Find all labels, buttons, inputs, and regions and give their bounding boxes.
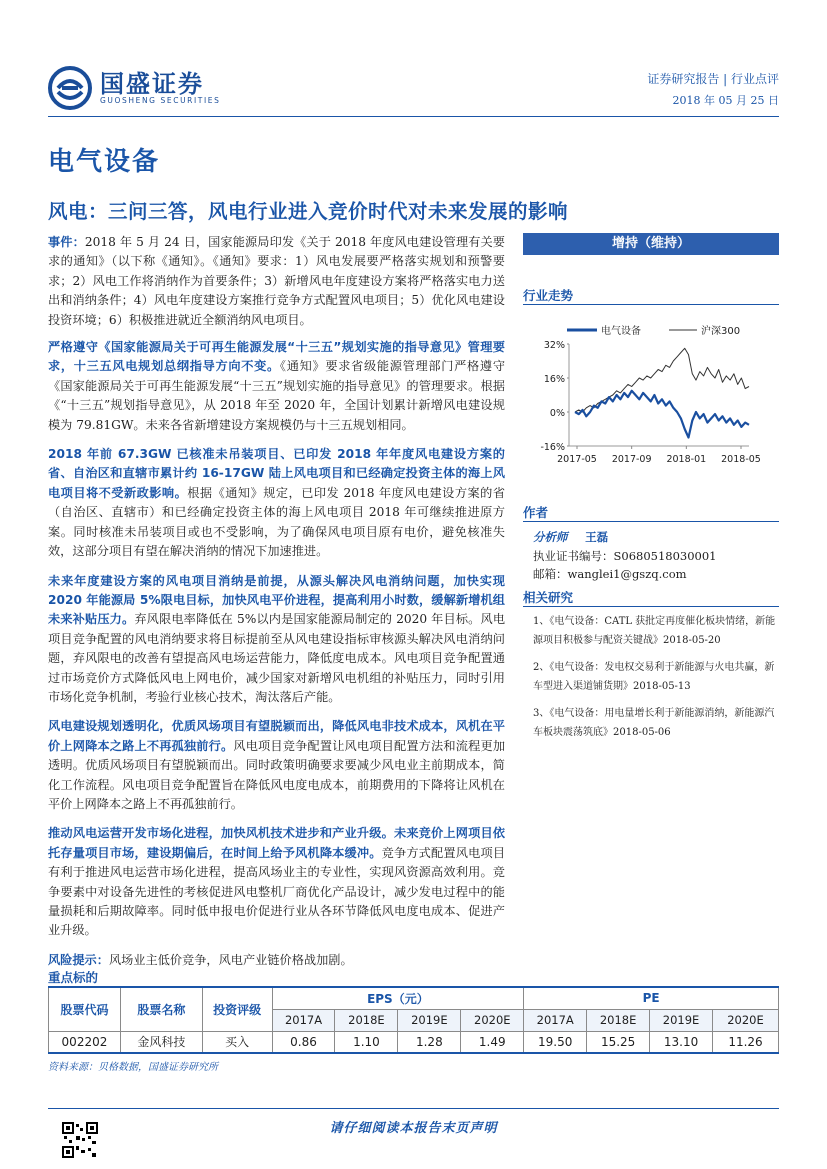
x-tick-label: 2017-09 xyxy=(611,454,652,465)
cell: 15.25 xyxy=(587,1031,650,1053)
paragraph-plan: 严格遵守《国家能源局关于可再生能源发展“十三五”规划实施的指导意见》管理要求，十三五风电规划总纲指导方向不变。《通知》要求省级能源管理部门严格遵守《国家能源局关于可再生能源发展“十三五”规划实施的指导意见》的管理要求。根据《“十三五”规划指导意见》，从 2018 年至 2020 年，全国计划累计新增风电建设规模为 79.81GW。未来各省新增建设方案规模仍与十三五规划相同。 xyxy=(48,340,506,432)
related-title: 相关研究 xyxy=(523,590,574,605)
analyst-line xyxy=(533,529,608,545)
paragraph-market: 推动风电运营开发市场化进程，加快风机技术进步和产业升级。未来竞价上网项目依托存量项目市场，建设期偏后，在时间上给予风机降本缓冲。竞争方式配置风电项目有利于推进风电运营市场化进程，提高风场业主的专业性，实现风资源高效利用。竞争要素中对设备先进性的考核促进风电整机厂商优化产品设计，减少发电过程中的能量损耗和后期故障率。同时低申报电价促进行业从各环节降低风电度电成本、促进产业升级。 xyxy=(48,826,506,938)
paragraph-transparency: 风电建设规划透明化，优质风场项目有望脱颖而出，降低风电非技术成本，风机在平价上网降本之路上不再孤独前行。风电项目竞争配置让风电项目配置方法和流程更加透明。优质风场项目有望脱颖而出。同时政策明确要求要减少风电业主前期成本，简化工作流程。风电项目竞争配置旨在降低风电度电成本，前期费用的下降将让风机在平价上网降本之路上不再孤独前行。 xyxy=(48,719,506,811)
year-header: 2017A xyxy=(524,1009,587,1031)
year-header: 2019E xyxy=(398,1009,461,1031)
table-source: 资料来源：贝格数据，国盛证券研究所 xyxy=(48,1062,218,1073)
paragraph-event: 事件：2018 年 5 月 24 日，国家能源局印发《关于 2018 年度风电建设管理有关要求的通知》（以下称《通知》。《通知》要求：1）风电发展要严格落实规划和预警要求；2）风电工作将消纳作为首要条件；3）新增风电年度建设方案将严格落实电力送出和消纳条件；4）风电年度建设方案推行竞争方式配置风电项目；5）优化风电建设投资环境；6）积极推进就近全额消纳风电项目。 xyxy=(48,235,505,327)
header-code: 股票代码 xyxy=(49,987,121,1031)
header-divider xyxy=(48,116,779,117)
rating-badge: 增持（维持） xyxy=(523,233,779,255)
logo-icon xyxy=(48,66,92,110)
trend-divider xyxy=(523,304,779,305)
cell: 11.26 xyxy=(713,1031,779,1053)
x-tick-label: 2018-01 xyxy=(666,454,707,465)
cell: 13.10 xyxy=(650,1031,713,1053)
paragraph-risk: 风险提示：风场业主低价竞争，风电产业链价格战加剧。 xyxy=(48,952,353,967)
report-type: 证券研究报告 | 行业点评 xyxy=(647,72,779,86)
year-header: 2019E xyxy=(650,1009,713,1031)
cell: 1.28 xyxy=(398,1031,461,1053)
cell: 1.49 xyxy=(461,1031,524,1053)
y-tick-label: -16% xyxy=(540,442,565,453)
y-tick-label: 16% xyxy=(543,374,565,385)
key-stocks-table xyxy=(48,986,779,1054)
table-row xyxy=(49,1031,779,1053)
related-list xyxy=(533,612,779,750)
table-title: 重点标的 xyxy=(48,970,99,985)
footer-divider xyxy=(48,1108,779,1109)
x-tick-label: 2018-05 xyxy=(721,454,761,465)
cell: 002202 xyxy=(49,1031,121,1053)
footer-disclaimer: 请仔细阅读本报告末页声明 xyxy=(329,1121,498,1136)
y-tick-label: 0% xyxy=(549,408,565,419)
analyst-name: 王磊 xyxy=(585,530,609,544)
cell: 19.50 xyxy=(524,1031,587,1053)
analyst-label: 分析师 xyxy=(533,530,568,544)
x-tick-label: 2017-05 xyxy=(557,454,597,465)
cell: 买入 xyxy=(202,1031,272,1053)
main-body xyxy=(48,233,505,980)
report-title: 风电：三问三答，风电行业进入竞价时代对未来发展的影响 xyxy=(48,200,569,223)
related-item[interactable]: 1、《电气设备：CATL 获批定再度催化板块情绪，新能源项目积极参与配资关键战》2018-05-20 xyxy=(533,616,776,646)
chart-legend xyxy=(567,324,740,337)
related-item[interactable]: 3、《电气设备：用电量增长利于新能源消纳，新能源汽车板块震荡筑底》2018-05-06 xyxy=(533,708,775,738)
paragraph-consumption: 未来年度建设方案的风电项目消纳是前提，从源头解决风电消纳问题，加快实现 2020 年能源局 5%限电目标，加快风电平价进程，提高利用小时数，缓解新增机组未来补贴压力。弃风限电率降低在 5%以内是国家能源局制定的 2020 年目标。风电项目竞争配置的风电消纳要求将目标提前至从风电建设指标审核源头解决风电消纳问题，弃风限电的改善有望提高风电场运营能力，降低度电成本。风电项目竞争配置通过市场竞价方式降低风电上网电价，减少国家对新增风电机组的补贴压力，同时引用市场化竞争机制，考验行业核心技术，淘汰落后产能。 xyxy=(48,573,506,704)
header-name: 股票名称 xyxy=(120,987,202,1031)
author-title: 作者 xyxy=(523,505,549,520)
logo-name: 国盛证券 xyxy=(100,70,204,98)
related-divider xyxy=(523,606,779,607)
analyst-cert: 执业证书编号：S0680518030001 xyxy=(533,549,717,563)
year-header: 2018E xyxy=(335,1009,398,1031)
sector-title: 电气设备 xyxy=(48,147,161,177)
trend-title: 行业走势 xyxy=(523,288,574,303)
header-pe: PE xyxy=(524,987,779,1009)
legend-label-index: 沪深300 xyxy=(701,326,741,337)
year-header: 2020E xyxy=(713,1009,779,1031)
y-tick-label: 32% xyxy=(543,340,565,351)
cell: 1.10 xyxy=(335,1031,398,1053)
cell: 金风科技 xyxy=(120,1031,202,1053)
paragraph-projects: 2018 年前 67.3GW 已核准未吊装项目、已印发 2018 年年度风电建设方案的省、自治区和直辖市累计约 16-17GW 陆上风电项目和已经确定投资主体的海上风电项目将不受新政影响。根据《通知》规定，已印发 2018 年度风电建设方案的省（自治区、直辖市）和已经确定投资主体的海上风电项目 2018 年可继续推进原方案。同时核准未吊装项目或也不受影响，为了确保风电项目原有电价，避免核准失效，这部分项目有望在解决消纳的情况下加速推进。 xyxy=(48,447,506,559)
author-divider xyxy=(523,521,779,522)
related-item[interactable]: 2、《电气设备：发电权交易利于新能源与火电共赢，新车型进入渠道铺货期》2018-05-13 xyxy=(533,662,775,692)
year-header: 2020E xyxy=(461,1009,524,1031)
analyst-email[interactable]: 邮箱：wanglei1@gszq.com xyxy=(533,567,687,581)
year-header: 2017A xyxy=(272,1009,335,1031)
header-eps: EPS（元） xyxy=(272,987,524,1009)
logo-subtitle: GUOSHENG SECURITIES xyxy=(100,96,221,105)
report-date: 2018 年 05 月 25 日 xyxy=(672,94,779,107)
trend-chart xyxy=(523,318,779,468)
header-rating: 投资评级 xyxy=(202,987,272,1031)
series-line-sector xyxy=(575,391,749,438)
legend-label-sector: 电气设备 xyxy=(601,326,641,337)
cell: 0.86 xyxy=(272,1031,335,1053)
year-header: 2018E xyxy=(587,1009,650,1031)
